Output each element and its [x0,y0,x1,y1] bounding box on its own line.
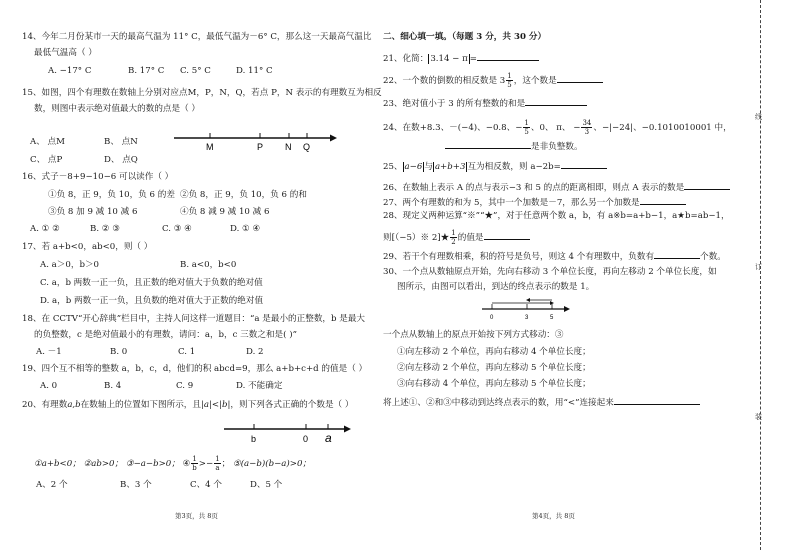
q15-line1: 15、如图，四个有理数在数轴上分别对应点M，P，N，Q，若点 P，N 表示的有理数互为相反 [22,88,382,98]
q18-line2: 的负整数，c 是绝对值最小的有理数，请问：a，b，c 三数之和是( )” [34,330,297,340]
q18-option-c[interactable]: C. 1 [178,347,196,357]
q24-answer-blank[interactable] [445,140,531,149]
q30b-intro: 一个点从数轴上的原点开始按下列方式移动：③ [383,330,564,340]
q15-label-n: N [285,142,292,152]
gutter-char-zhuang: 装 [755,413,762,421]
q20-label-zero: 0 [303,434,309,444]
q20-option-c[interactable]: C、4 个 [190,480,222,490]
q25-pre: 25、 [383,162,403,172]
q29 [383,250,726,263]
q24-post: 、−|−24|、−0.1010010001 中， [593,123,732,133]
q22-frac-num: 1 [507,72,512,80]
q20-ab: a,b [67,400,81,410]
q16-reading-4: ④负 8 减 9 减 10 减 6 [180,207,270,217]
q20-label-b: b [251,434,257,444]
q20-stmt-1: ①a+b<0； [34,459,81,469]
q24-pre: 24、在数+8.3、－(−4)、−0.8、− [383,123,523,133]
q20-stmt-4-minus: − [205,459,214,469]
q16-reading-2: ②负 8，正 9，负 10，负 6 的和 [180,190,307,200]
q14-option-c[interactable]: C. 5° C [180,66,211,76]
gutter-char-ding: 订 [755,263,762,271]
q18-line1: 18、在 CCTV“开心辞典”栏目中，主持人问这样一道题目：“a 是最小的正整数，b 是最大 [22,314,366,324]
q24-frac1-den: 5 [524,128,529,136]
q28-frac-den: 2 [451,238,456,246]
q14-line1: 14、今年二月份某市一天的最高气温为 11° C，最低气温为－6° C，那么这一天最高气温比 [22,32,372,42]
q29-text: 29、若干个有理数相乘，积的符号是负号，则这 4 个有理数中，负数有 [383,252,655,262]
q15-option-a[interactable]: A、 点M [30,137,65,147]
q20-stmt-4-marker: ④ [182,459,191,469]
q14-option-a[interactable]: A. −17° C [48,66,92,76]
q30-line2: 图所示，由图可以看出，到达的终点表示的数是 1。 [397,282,595,292]
q25-expression-2: a+b+3 [434,162,466,172]
q20-option-b[interactable]: B、3 个 [120,480,152,490]
q30-move-arrowhead-2 [526,298,530,302]
q29-tail: 个数。 [700,252,726,262]
q26-text: 26、在数轴上表示 A 的点与表示−3 和 5 的点的距离相即，则点 A 表示的数是 [383,183,685,193]
q23-text: 23、绝对值小于 3 的所有整数的和是 [383,99,526,109]
q26 [383,181,730,194]
q17-line1: 17、若 a+b<0，ab<0，则（ ） [22,242,153,252]
q20-stmt-5: ⑤(a−b)(b−a)>0； [233,459,312,469]
q15-label-p: P [257,142,264,152]
q28-line2 [383,229,530,246]
q24-frac1-num: 1 [524,119,529,127]
q19-option-a[interactable]: A. 0 [40,381,58,391]
q30b-conclusion [383,396,700,409]
q15-label-q: Q [303,142,311,152]
q30-line1: 30、一个点从数轴原点开始，先向右移动 3 个单位长度，再向左移动 2 个单位长度，如 [383,267,717,277]
q18-option-a[interactable]: A. －1 [36,347,62,357]
q28-line1: 28、现定义两种运算“※”“★”，对于任意两个数 a，b，有 a※b=a+b−1，a★b=ab−1， [383,211,730,221]
q22-post: ，这个数是 [513,76,557,86]
q21-answer-blank[interactable] [477,52,539,61]
q20-stmt-4-gt: > [198,459,206,469]
q16-line1: 16、式子－8+9−10−6 可以读作（ ） [22,172,174,182]
q30-axis-arrow [564,306,570,312]
q30b-answer-blank[interactable] [614,396,700,405]
q20-stmt-4 [182,455,233,472]
page-footer-right: 第4页，共 8页 [532,512,575,520]
q24-line2-text: 是非负整数。 [531,142,583,152]
q30-number-line [480,296,572,322]
q24-fraction-2 [581,119,592,136]
q19-option-c[interactable]: C. 9 [176,381,194,391]
q24-fraction-1 [523,119,529,136]
q30-label-0: 0 [490,315,494,321]
q25-answer-blank[interactable] [561,160,607,169]
q15-option-c[interactable]: C、 点P [30,155,63,165]
q20-line1-pre: 20、有理数 [22,400,68,410]
q28-answer-blank[interactable] [484,231,530,240]
q20-line1 [22,400,353,411]
q20-line1-post: ，则下列各式正确的个数是（ ） [230,400,354,410]
q24 [383,119,732,136]
q25-expression-1: a−6 [404,162,423,172]
q25-post: 互为相反数，则 a−2b= [467,162,561,172]
binding-cut-line [760,0,761,550]
q20-line1-mid: 在数轴上的位置如下图所示，且 [80,400,201,410]
q15-number-line [172,128,338,154]
q20-label-a: a [325,431,332,445]
q16-option-a[interactable]: A. ① ② [30,224,60,234]
q14-option-d[interactable]: D. 11° C [236,66,273,76]
q27-text: 27、两个有理数的和为 5，其中一个加数是－7，那么另一个加数是 [383,198,640,208]
q19-option-d[interactable]: D. 不能确定 [236,381,283,391]
q17-option-c[interactable]: C. a，b 两数一正一负，且正数的绝对值大于负数的绝对值 [40,278,263,288]
q20-frac-1 [191,455,197,472]
q20-frac-2 [214,455,220,472]
q26-answer-blank[interactable] [684,181,730,190]
q20-axis-arrow [344,426,351,433]
q14-line2: 最低气温高（ ） [34,48,97,58]
q20-frac-2-den: a [215,464,220,472]
q16-reading-1: ①负 8，正 9，负 10，负 6 的差 [48,190,175,200]
q30b-conclusion-text: 将上述①、②和③中移动到达终点表示的数，用“<”连接起来 [383,398,614,408]
q20-stmt-2: ②ab>0； [83,459,124,469]
q15-label-m: M [206,142,214,152]
q21-expression: 3.14 − π [430,54,468,64]
q30-label-3: 3 [525,315,529,321]
section-title: 二、细心填一填。（每题 3 分，共 30 分） [383,32,547,42]
q24-line2 [445,140,583,153]
q27 [383,196,686,209]
q16-option-b[interactable]: B. ② ③ [90,224,120,234]
q20-abs-condition: |a|<|b| [201,400,231,410]
q15-axis-arrow [330,135,337,142]
q27-answer-blank[interactable] [640,196,686,205]
q24-frac2-num: 34 [582,119,592,127]
q18-option-d[interactable]: D. 2 [246,347,264,357]
q25 [383,160,607,173]
q15-option-b[interactable]: B、 点N [104,137,138,147]
q24-frac2-den: 3 [584,128,590,136]
q24-mid: 、0、 π、 − [530,123,581,133]
q22-pre: 22、一个数的倒数的相反数是 3 [383,76,506,86]
q17-option-b[interactable]: B. a<0，b<0 [180,260,237,270]
q19-line1: 19、四个互不相等的整数 a，b，c，d，他们的积 abcd=9，那么 a+b+c+d 的值是（ ） [22,364,368,374]
q19-option-b[interactable]: B. 4 [104,381,122,391]
q14-option-b[interactable]: B. 17° C [128,66,165,76]
q22-answer-blank[interactable] [557,74,603,83]
q20-statements [34,455,311,473]
q16-option-d[interactable]: D. ① ④ [230,224,261,234]
q21 [383,52,539,65]
q17-option-d[interactable]: D. a，b 两数一正一负，且负数的绝对值大于正数的绝对值 [40,296,264,306]
q22-fraction [506,72,512,89]
q22-frac-den: 5 [507,81,512,89]
q30b-step-3: ③向右移动 4 个单位，再向左移动 5 个单位长度； [397,379,591,389]
q20-option-d[interactable]: D、5 个 [250,480,283,490]
page-footer-left: 第3页，共 8页 [175,512,218,520]
q16-option-c[interactable]: C. ③ ④ [162,224,192,234]
q20-stmt-4-post: ； [221,459,231,469]
q30b-step-2: ②向左移动 2 个单位，再向左移动 5 个单位长度； [397,363,591,373]
q23 [383,97,587,110]
q16-reading-3: ③负 8 加 9 减 10 减 6 [48,207,138,217]
q22 [383,72,603,89]
q28-frac-num: 1 [451,229,456,237]
q20-frac-1-num: 1 [192,455,197,463]
left-page [0,0,382,550]
q30b-step-1: ①向左移动 2 个单位，再向右移动 4 个单位长度； [397,347,591,357]
q30-label-5: 5 [550,315,554,321]
q23-answer-blank[interactable] [525,97,587,106]
q20-option-a[interactable]: A、2 个 [36,480,68,490]
q17-option-a[interactable]: A. a＞0，b＞0 [40,260,100,270]
right-page [375,0,735,550]
q20-frac-2-num: 1 [215,455,220,463]
q28-line2-post: 的值是 [457,233,484,243]
q28-fraction [450,229,456,246]
q29-answer-blank[interactable] [654,250,700,259]
q21-post: = [469,54,477,64]
q18-option-b[interactable]: B. 0 [110,347,128,357]
gutter-char-xian: 线 [755,113,762,121]
q28-line2-pre: 则[（−5）※ 2]★ [383,233,450,243]
q15-line2: 数，则图中表示绝对值最大的数的点是（ ） [34,104,201,114]
q20-number-line [222,420,352,446]
q20-stmt-3: ③−a−b>0； [125,459,180,469]
q25-mid: 与 [424,162,433,172]
q21-pre: 21、化简： [383,54,429,64]
q15-option-d[interactable]: D、 点Q [104,155,138,165]
q20-frac-1-den: b [192,464,197,472]
